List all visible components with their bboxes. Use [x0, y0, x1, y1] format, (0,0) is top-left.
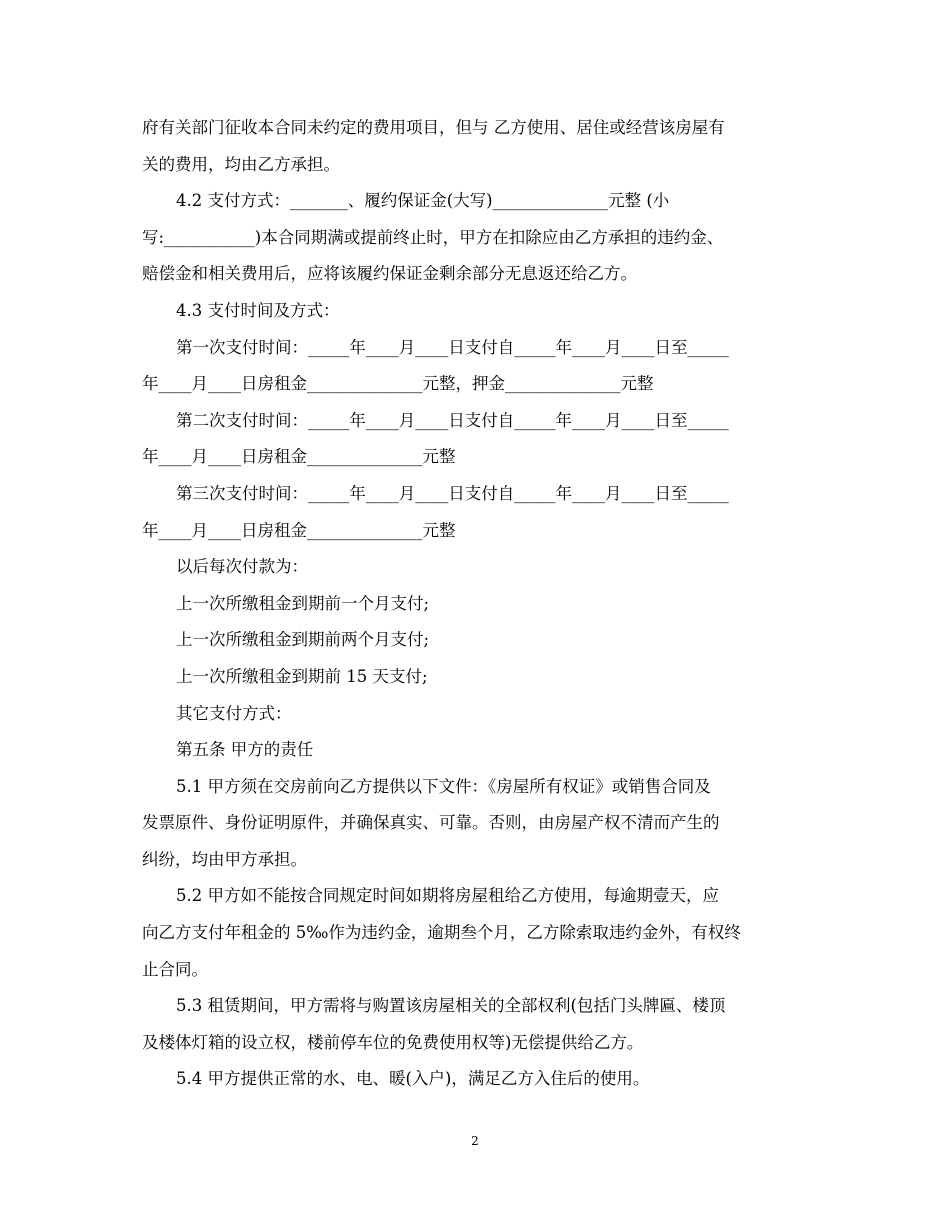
body-line: 纠纷，均由甲方承担。 — [142, 849, 307, 869]
body-line: 年____月____日房租金______________元整，押金______________元整 — [142, 374, 654, 394]
body-line: 年____月____日房租金______________元整 — [142, 447, 456, 467]
clause-5-2: 5.2 甲方如不能按合同规定时间如期将房屋租给乙方使用，每逾期壹天，应 — [176, 886, 719, 906]
clause-4-2: 4.2 支付方式：_______、履约保证金(大写)______________元整 (小 — [176, 191, 670, 211]
body-line: 向乙方支付年租金的 5‰作为违约金，逾期叁个月，乙方除索取违约金外，有权终 — [142, 923, 741, 943]
body-line: 关的费用，均由乙方承担。 — [142, 154, 340, 174]
clause-5-4: 5.4 甲方提供正常的水、电、暖(入户)，满足乙方入住后的使用。 — [176, 1069, 650, 1089]
third-payment-line: 第三次支付时间：_____年____月____日支付自_____年____月____日至_____ — [176, 483, 729, 503]
payment-option: 上一次所缴租金到期前一个月支付; — [176, 593, 430, 613]
body-line: 写:___________)本合同期满或提前终止时，甲方在扣除应由乙方承担的违约金、 — [142, 227, 724, 247]
first-payment-line: 第一次支付时间：_____年____月____日支付自_____年____月____日至_____ — [176, 337, 729, 357]
clause-4-3: 4.3 支付时间及方式： — [176, 300, 340, 320]
body-line: 发票原件、身份证明原件，并确保真实、可靠。否则，由房屋产权不清而产生的 — [142, 813, 720, 833]
subsequent-payment-heading: 以后每次付款为： — [176, 557, 308, 577]
body-line: 府有关部门征收本合同未约定的费用项目，但与 乙方使用、居住或经营该房屋有 — [142, 118, 725, 137]
payment-option: 上一次所缴租金到期前两个月支付; — [176, 630, 430, 650]
body-line: 及楼体灯箱的设立权，楼前停车位的免费使用权等)无偿提供给乙方。 — [142, 1032, 644, 1052]
clause-5-1: 5.1 甲方须在交房前向乙方提供以下文件：《房屋所有权证》或销售合同及 — [176, 776, 711, 796]
page-number: 2 — [471, 1134, 479, 1148]
article-5-heading: 第五条 甲方的责任 — [176, 740, 314, 760]
body-line: 赔偿金和相关费用后，应将该履约保证金剩余部分无息返还给乙方。 — [142, 264, 637, 284]
second-payment-line: 第二次支付时间：_____年____月____日支付自_____年____月____日至_____ — [176, 410, 729, 430]
body-line: 年____月____日房租金______________元整 — [142, 520, 456, 540]
payment-option: 上一次所缴租金到期前 15 天支付; — [176, 666, 428, 686]
body-line: 止合同。 — [142, 959, 208, 979]
document-body — [142, 110, 814, 1098]
other-payment-method: 其它支付方式： — [176, 703, 292, 723]
clause-5-3: 5.3 租赁期间，甲方需将与购置该房屋相关的全部权利(包括门头牌匾、楼顶 — [176, 996, 726, 1016]
